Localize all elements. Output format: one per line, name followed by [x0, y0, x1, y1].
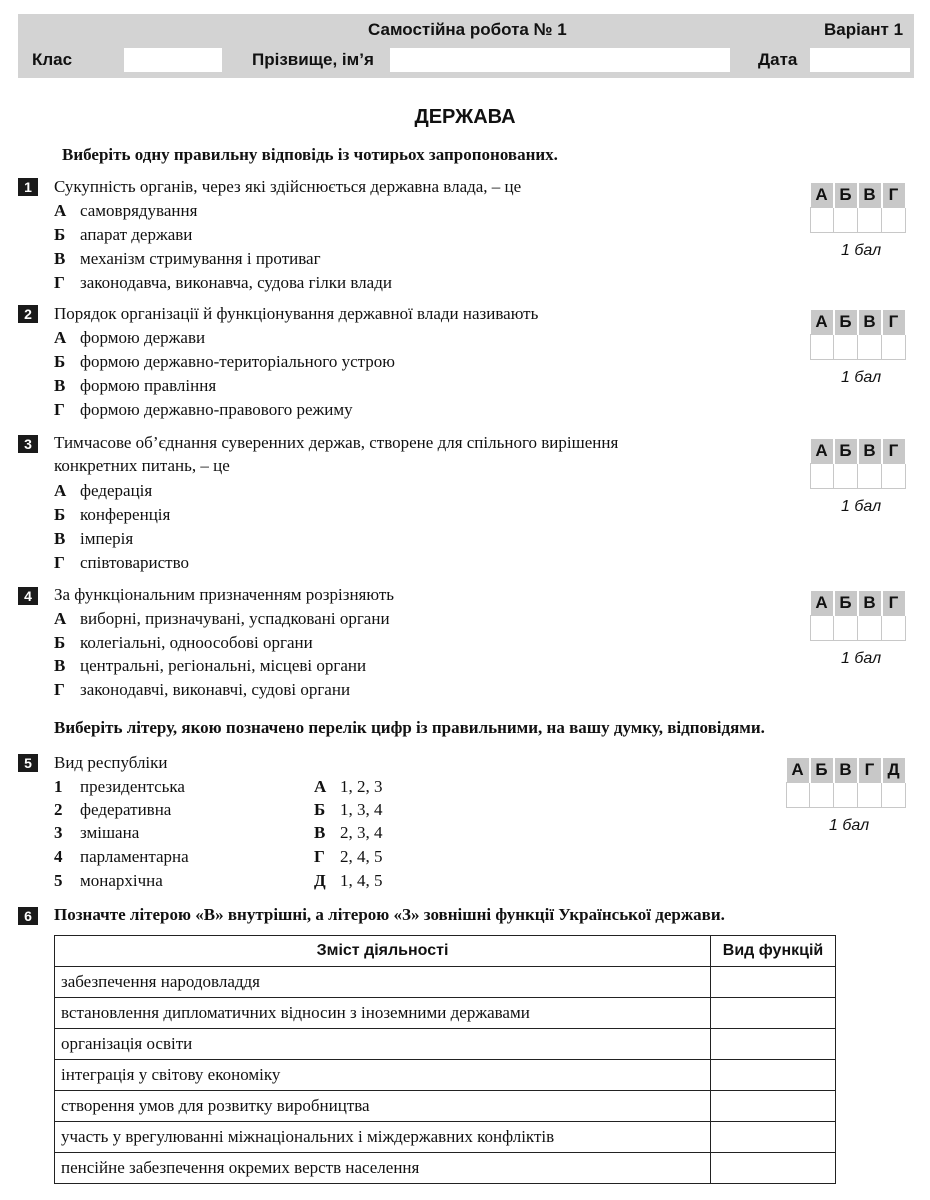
- option-d: Г формою державно-правового режиму: [54, 400, 353, 419]
- answer-cell-c[interactable]: [834, 783, 858, 808]
- date-field[interactable]: [810, 48, 910, 72]
- question-text: Позначте літерою «В» внутрішні, а літерою «З» зовнішні функції Української держави.: [54, 905, 725, 924]
- answer-grid: А Б В Г: [810, 591, 907, 641]
- question-number: 3: [18, 435, 38, 453]
- list-item: 1 президентська: [54, 777, 185, 796]
- function-type-cell[interactable]: [711, 1060, 836, 1091]
- score-label: 1 бал: [841, 369, 882, 386]
- answer-cell-a[interactable]: [811, 616, 834, 641]
- question-number: 2: [18, 305, 38, 323]
- answer-cell-b[interactable]: [834, 335, 858, 360]
- option-a: А федерація: [54, 481, 153, 500]
- answer-cell-c[interactable]: [858, 464, 882, 489]
- option-a: А виборні, призначувані, успадковані органи: [54, 609, 390, 628]
- column-header: Зміст діяльності: [55, 936, 711, 967]
- name-label: Прізвище, ім’я: [252, 50, 374, 69]
- list-item: 2 федеративна: [54, 800, 172, 819]
- question-number: 5: [18, 754, 38, 772]
- option-c: В механізм стримування і противаг: [54, 249, 321, 268]
- page-title: ДЕРЖАВА: [414, 106, 516, 128]
- function-type-cell[interactable]: [711, 1091, 836, 1122]
- score-label: 1 бал: [829, 817, 870, 834]
- table-row: участь у врегулюванні міжнаціональних і міждержавних конфліктів: [55, 1122, 836, 1153]
- answer-grid: А Б В Г: [810, 439, 907, 489]
- option-d: Г законодавча, виконавча, судова гілки влади: [54, 273, 392, 292]
- answer-cell-b[interactable]: [834, 616, 858, 641]
- table-row: забезпечення народовладдя: [55, 967, 836, 998]
- column-header: Вид функцій: [711, 936, 836, 967]
- option-a: А самоврядування: [54, 201, 198, 220]
- score-label: 1 бал: [841, 650, 882, 667]
- option-d: Г законодавчі, виконавчі, судові органи: [54, 680, 351, 699]
- question-text: Тимчасове об’єднання суверенних держав, створене для спільного вирішення: [54, 433, 619, 452]
- answer-cell-d[interactable]: [882, 464, 906, 489]
- question-number: 6: [18, 907, 38, 925]
- function-type-cell[interactable]: [711, 998, 836, 1029]
- option-c: В центральні, регіональні, місцеві органи: [54, 656, 367, 675]
- table-header-row: [55, 936, 836, 967]
- question-text: Вид республіки: [54, 753, 168, 772]
- choice-item: В 2, 3, 4: [314, 823, 383, 842]
- answer-cell-a[interactable]: [811, 335, 834, 360]
- option-d: Г співтовариство: [54, 553, 190, 572]
- instruction-multiple-choice: Виберіть літеру, якою позначено перелік цифр із правильними, на вашу думку, відповідями.: [54, 718, 765, 737]
- list-item: 4 парламентарна: [54, 847, 189, 866]
- option-c: В імперія: [54, 529, 134, 548]
- answer-cell-b[interactable]: [810, 783, 834, 808]
- answer-cell-a[interactable]: [787, 783, 810, 808]
- table-row: організація освіти: [55, 1029, 836, 1060]
- worksheet-title: Самостійна робота № 1: [368, 20, 567, 39]
- question-text: Сукупність органів, через які здійснюється державна влада, – це: [54, 177, 522, 196]
- choice-item: Д 1, 4, 5: [314, 871, 383, 890]
- question-text: За функціональним призначенням розрізняють: [54, 585, 395, 604]
- answer-cell-c[interactable]: [858, 616, 882, 641]
- option-a: А формою держави: [54, 328, 206, 347]
- answer-cell-c[interactable]: [858, 335, 882, 360]
- answer-cell-c[interactable]: [858, 208, 882, 233]
- answer-cell-a[interactable]: [811, 208, 834, 233]
- table-row: створення умов для розвитку виробництва: [55, 1091, 836, 1122]
- option-b: Б апарат держави: [54, 225, 193, 244]
- table-row: пенсійне забезпечення окремих верств населення: [55, 1153, 836, 1184]
- instruction-single-choice: Виберіть одну правильну відповідь із чотирьох запропонованих.: [62, 145, 558, 164]
- function-type-cell[interactable]: [711, 1029, 836, 1060]
- answer-cell-d[interactable]: [882, 208, 906, 233]
- answer-cell-e[interactable]: [882, 783, 906, 808]
- table-row: інтеграція у світову економіку: [55, 1060, 836, 1091]
- score-label: 1 бал: [841, 242, 882, 259]
- option-b: Б формою державно-територіального устрою: [54, 352, 395, 371]
- option-b: Б конференція: [54, 505, 171, 524]
- option-b: Б колегіальні, одноособові органи: [54, 633, 313, 652]
- list-item: 5 монархічна: [54, 871, 163, 890]
- class-field[interactable]: [124, 48, 222, 72]
- answer-cell-a[interactable]: [811, 464, 834, 489]
- choice-item: Б 1, 3, 4: [314, 800, 383, 819]
- answer-cell-d[interactable]: [882, 335, 906, 360]
- choice-item: А 1, 2, 3: [314, 777, 383, 796]
- answer-grid-5: А Б В Г Д: [786, 758, 907, 808]
- score-label: 1 бал: [841, 498, 882, 515]
- question-number: 4: [18, 587, 38, 605]
- answer-cell-d[interactable]: [882, 616, 906, 641]
- answer-grid: А Б В Г: [810, 183, 907, 233]
- choice-item: Г 2, 4, 5: [314, 847, 383, 866]
- function-type-cell[interactable]: [711, 1122, 836, 1153]
- function-type-cell[interactable]: [711, 967, 836, 998]
- answer-cell-b[interactable]: [834, 464, 858, 489]
- answer-cell-b[interactable]: [834, 208, 858, 233]
- list-item: 3 змішана: [54, 823, 140, 842]
- question-text: Порядок організації й функціонування державної влади називають: [54, 304, 539, 323]
- option-c: В формою правління: [54, 376, 217, 395]
- table-row: встановлення дипломатичних відносин з іноземними державами: [55, 998, 836, 1029]
- question-number: 1: [18, 178, 38, 196]
- functions-table: [54, 935, 836, 1184]
- date-label: Дата: [758, 50, 798, 69]
- class-label: Клас: [32, 50, 73, 69]
- function-type-cell[interactable]: [711, 1153, 836, 1184]
- answer-cell-d[interactable]: [858, 783, 882, 808]
- answer-grid: А Б В Г: [810, 310, 907, 360]
- variant-label: Варіант 1: [824, 20, 904, 39]
- name-field[interactable]: [390, 48, 730, 72]
- question-text-continued: конкретних питань, – це: [54, 456, 230, 475]
